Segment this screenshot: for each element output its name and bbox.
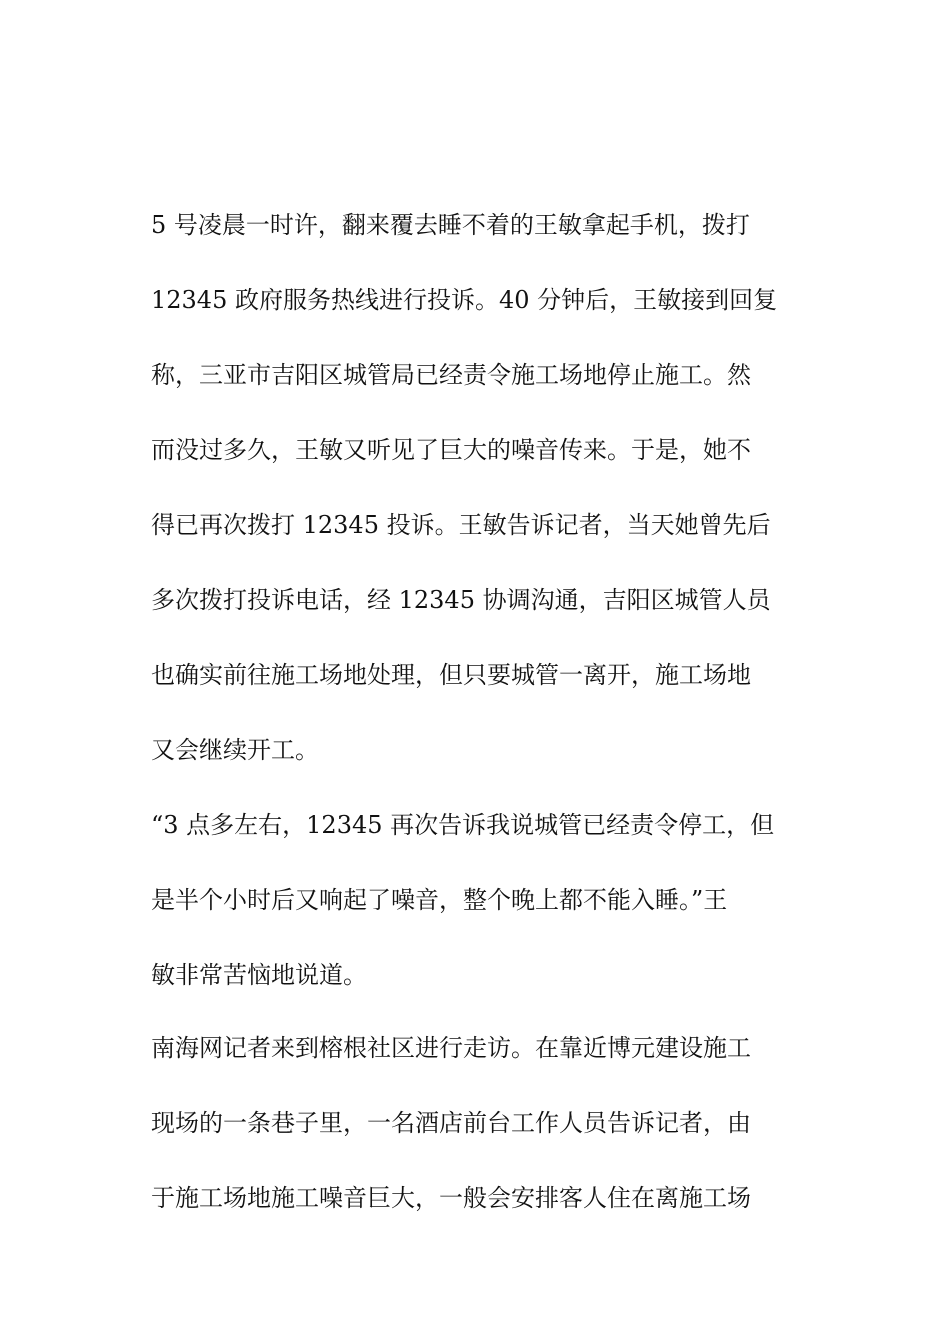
text-line: “3 点多左右，12345 再次告诉我说城管已经责令停工，但 bbox=[151, 811, 775, 839]
text-line: 12345 政府服务热线进行投诉。40 分钟后，王敏接到回复 bbox=[151, 286, 778, 314]
text-line: 敏非常苦恼地说道。 bbox=[151, 961, 367, 989]
text-line: 而没过多久，王敏又听见了巨大的噪音传来。于是，她不 bbox=[151, 436, 751, 464]
text-line: 也确实前往施工场地处理，但只要城管一离开，施工场地 bbox=[151, 661, 751, 689]
text-line: 现场的一条巷子里，一名酒店前台工作人员告诉记者，由 bbox=[151, 1109, 751, 1137]
text-line: 于施工场地施工噪音巨大，一般会安排客人住在离施工场 bbox=[151, 1184, 751, 1212]
text-line: 多次拨打投诉电话，经 12345 协调沟通，吉阳区城管人员 bbox=[151, 586, 771, 614]
text-line: 是半个小时后又响起了噪音，整个晚上都不能入睡。”王 bbox=[151, 886, 728, 914]
text-line: 5 号凌晨一时许，翻来覆去睡不着的王敏拿起手机，拨打 bbox=[151, 211, 750, 239]
text-line: 南海网记者来到榕根社区进行走访。在靠近博元建设施工 bbox=[151, 1034, 751, 1062]
text-line: 又会继续开工。 bbox=[151, 736, 319, 764]
text-line: 得已再次拨打 12345 投诉。王敏告诉记者，当天她曾先后 bbox=[151, 511, 771, 539]
text-line: 称，三亚市吉阳区城管局已经责令施工场地停止施工。然 bbox=[151, 361, 751, 389]
